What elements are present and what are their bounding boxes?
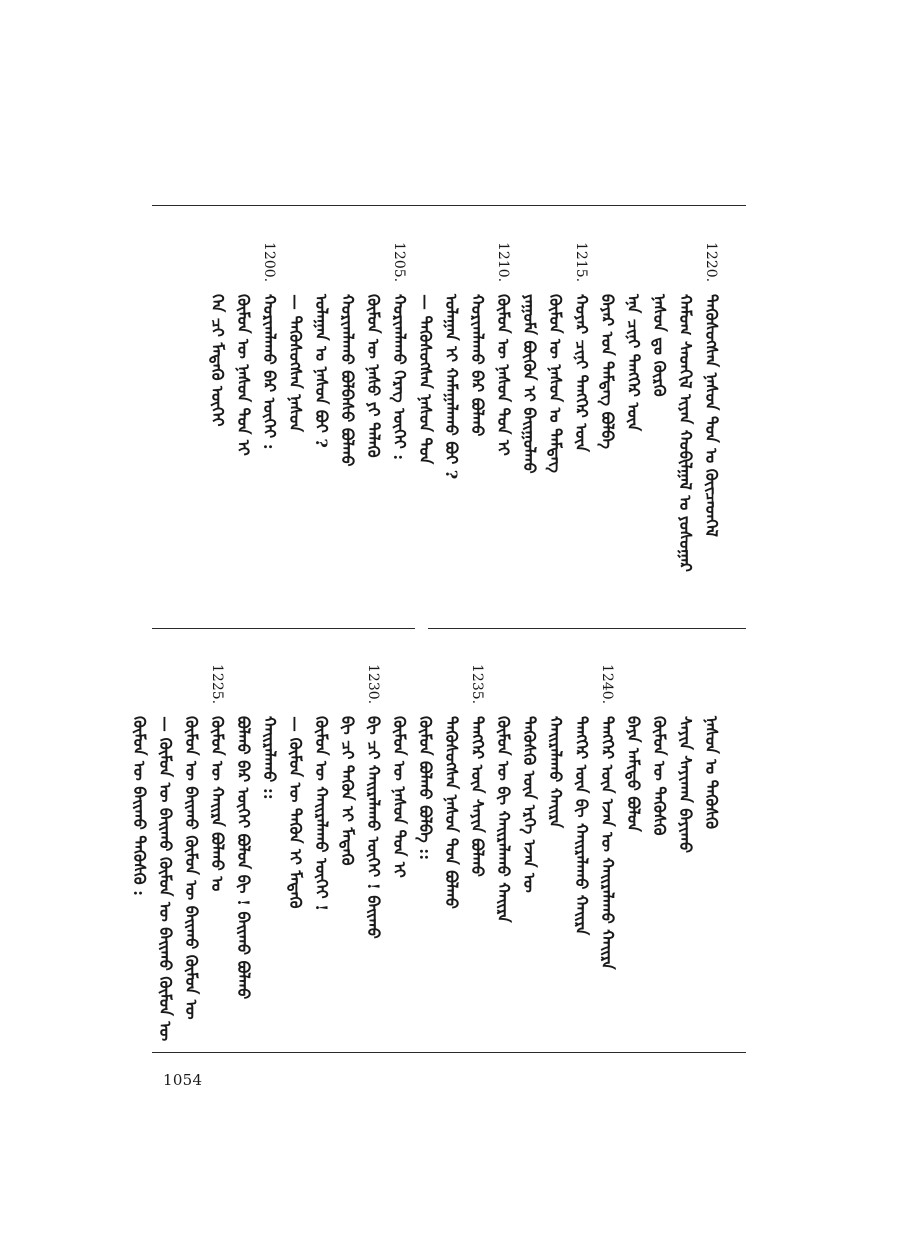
verse-line: — ᠲᠡᠭᠦᠰᠦᠭᠰᠡᠨ ᠨᠠᠰᠤᠨ ᠳᠤᠨ (416, 294, 435, 465)
text-column (463, 242, 491, 587)
text-column (671, 664, 699, 1009)
top-rule (152, 205, 746, 206)
verse-line: ᠪᠢ ᠴᠢ ᠬᠠᠢᠷᠠᠯᠠᠬᠤ ᠦᠭᠡᠢ ! ᠪᠠᠢᠬᠤ (364, 716, 383, 939)
verse-line: ᠬᠣᠷᠢᠭᠯᠠᠬᠤ ᠪᠠᠷ ᠪᠣᠯᠬᠤ (468, 294, 487, 437)
text-column (281, 242, 309, 587)
verse-line: ᠬᠦᠮᠦᠨ ᠪᠣᠯᠬᠤ ᠪᠣᠯᠪᠠ :: (416, 716, 435, 861)
text-column (229, 242, 257, 587)
text-column (515, 664, 543, 1009)
text-column (255, 664, 283, 1009)
text-column (437, 242, 465, 587)
verse-line: ᠬᠠᠮᠤᠭ ᠰᠡᠳᠬᠢᠯ ᠢᠶᠡᠨ ᠬᠤᠪᠢᠯᠭᠠᠯ ᠤ ᠶᠣᠰᠣᠭᠠᠷ (676, 294, 695, 572)
text-column (567, 242, 595, 587)
bottom-text-panel (130, 664, 730, 1042)
verse-line: ᠬᠣᠷᠢᠭᠯᠠᠬᠤ ᠬᠡᠷᠡᠭ ᠦᠭᠡᠢ : (390, 294, 409, 461)
text-column (255, 242, 283, 587)
text-column (463, 664, 491, 1009)
middle-rule-left (152, 628, 415, 629)
line-number: 1225. (209, 664, 225, 705)
page-number: 1054 (163, 1071, 203, 1089)
middle-rule-right (428, 628, 746, 629)
line-number: 1220. (703, 242, 719, 283)
verse-line: ᠬᠦᠮᠦᠨ ᠦ ᠲᠡᠭᠦᠰᠬᠦ (650, 716, 669, 836)
text-column (437, 664, 465, 1009)
line-number: 1230. (365, 664, 381, 705)
top-text-panel (150, 242, 730, 587)
text-column (567, 664, 595, 1009)
verse-line: ᠲᠡᠩᠭᠡᠷ ᠦᠨ ᠡᠵᠡᠨ ᠦ ᠬᠠᠢᠷᠠᠯᠠᠬᠤ ᠬᠠᠢᠷᠠ (598, 716, 617, 970)
text-column (411, 242, 439, 587)
text-column (645, 664, 673, 1009)
line-number: 1240. (599, 664, 615, 705)
text-column (359, 664, 387, 1009)
verse-line: ᠬᠦᠮᠦᠨ ᠦ ᠪᠠᠢᠬᠤ ᠲᠡᠭᠦᠰᠬᠦ : (130, 716, 149, 897)
text-column (177, 664, 205, 1020)
verse-line: ᠲᠡᠭᠦᠰᠦᠭᠰᠡᠨ ᠨᠠᠰᠤᠨ ᠳᠤᠨ ᠪᠣᠯᠬᠤ (442, 716, 461, 909)
verse-line: ᠲᠡᠭᠦᠰᠬᠦ ᠦᠨ ᠡᠷᠬᠡ ᠡᠵᠡᠨ ᠦ (520, 716, 539, 893)
text-column (541, 664, 569, 1009)
verse-line: ᠤᠯᠠᠭᠠᠨ ᠤ ᠨᠠᠰᠤᠨ ᠪᠣᠢ ? (312, 294, 331, 448)
verse-line: ᠬᠠᠢᠷᠠᠯᠠᠬᠤ :: (260, 716, 279, 800)
line-number: 1200. (261, 242, 277, 283)
verse-line: ᠬᠠᠢᠷᠠᠯᠠᠬᠤ ᠬᠠᠢᠷᠠ (546, 716, 565, 829)
verse-line: ᠨᠠᠰᠤᠨ ᠳᠤ ᠬᠦᠷᠬᠦ (650, 294, 669, 397)
text-column (229, 664, 257, 1009)
text-column (281, 664, 309, 1009)
verse-line: ᠬᠦᠮᠦᠨ ᠦ ᠬᠠᠢᠷᠠ ᠪᠣᠯᠬᠤ ᠣ (208, 716, 227, 892)
verse-line: ᠡᠨᠡ ᠴᠢᠨᠢ ᠲᠡᠩᠭᠡᠷ ᠦᠨ (624, 294, 643, 432)
verse-line: ᠪᠢ ᠴᠢ ᠲᠡᠭᠦᠨ ᠢ ᠮᠡᠳᠡᠬᠦ (338, 716, 357, 866)
line-number: 1215. (573, 242, 589, 283)
verse-line: ᠬᠦᠮᠦᠨ ᠦ ᠨᠠᠰᠤ ᠶᠢ ᠲᠡᠯᠡᠬᠦ (364, 294, 383, 458)
text-column (307, 664, 335, 1009)
verse-line: ᠶᠠᠭᠤᠮᠠ ᠪᠦᠬᠦᠨ ᠢ ᠪᠠᠢᠭᠤᠯᠬᠤ (520, 294, 539, 474)
verse-line: ᠰᠠᠶᠢᠨ ᠰᠠᠶᠢᠬᠠᠨ ᠪᠠᠶᠢᠬᠤ (676, 716, 695, 854)
text-column (697, 664, 725, 1009)
verse-line: ᠪᠡᠶᠡ ᠠᠮᠢᠳᠤ ᠪᠣᠯᠤᠨ (624, 716, 643, 832)
text-column (385, 242, 413, 587)
verse-line: ᠪᠠᠶᠠᠷ ᠤᠨ ᠲᠡᠮᠳᠡᠭ ᠪᠣᠯᠪᠠ (598, 294, 617, 450)
text-column (593, 242, 621, 587)
verse-line: ᠬᠣᠶᠠᠷ ᠴᠢᠨᠢ ᠲᠡᠩᠭᠡᠷ ᠦᠨ (572, 294, 591, 452)
verse-line: ᠬᠦᠮᠦᠨ ᠦ ᠨᠠᠰᠤᠨ ᠳᠤᠨ ᠢ (494, 294, 513, 456)
verse-line: ᠬᠦᠮᠦᠨ ᠦ ᠨᠠᠰᠤᠨ ᠤ ᠲᠡᠮᠳᠡᠭ (546, 294, 565, 473)
verse-line: ᠨᠠᠰᠤᠨ ᠤ ᠲᠡᠭᠦᠰᠬᠦ (702, 716, 721, 829)
verse-line: ᠲᠡᠩᠭᠡᠷ ᠦᠨ ᠪᠢ ᠬᠠᠢᠷᠠᠯᠠᠬᠤ ᠬᠠᠢᠷᠠ (572, 716, 591, 936)
verse-line: ᠬᠦᠮᠦᠨ ᠦ ᠬᠠᠢᠷᠠᠯᠠᠬᠤ ᠦᠭᠡᠢ ! (312, 716, 331, 912)
verse-line: ᠤᠯᠠᠭᠠᠨ ᠢ ᠬᠠᠮᠠᠭᠠᠯᠠᠬᠤ ᠪᠣᠢ ? (442, 294, 461, 480)
text-column (593, 664, 621, 1009)
verse-line: ᠬᠣᠷᠢᠭᠯᠠᠬᠤ ᠪᠣᠯᠪᠠᠰᠤ ᠪᠣᠯᠬᠤ (338, 294, 357, 467)
verse-line: ᠬᠦᠮᠦᠨ ᠦ ᠪᠠᠢᠬᠤ ᠬᠦᠮᠦᠨ ᠦ ᠪᠠᠢᠬᠤ ᠬᠦᠮᠦᠨ ᠦ (182, 716, 201, 1020)
verse-line: ᠬᠡᠨ ᠴᠢ ᠮᠡᠳᠡᠬᠦ ᠦᠭᠡᠢ (208, 294, 227, 427)
text-column (489, 242, 517, 587)
line-number: 1235. (469, 664, 485, 705)
verse-line: ᠲᠡᠩᠭᠡᠷ ᠦᠨ ᠰᠠᠶᠢᠨ ᠪᠣᠯᠬᠤ (468, 716, 487, 877)
text-column (671, 242, 699, 587)
text-column (307, 242, 335, 587)
verse-line: ᠲᠡᠭᠦᠰᠦᠭᠰᠡᠨ ᠨᠠᠰᠤᠨ ᠳᠤᠨ ᠤ ᠭᠦᠢᠴᠡᠳᠬᠡᠯ (702, 294, 721, 537)
verse-line: ᠬᠦᠮᠦᠨ ᠦ ᠪᠢ ᠬᠠᠢᠷᠠᠯᠠᠬᠤ ᠬᠠᠢᠷᠠ (494, 716, 513, 923)
verse-line: — ᠲᠡᠭᠦᠰᠦᠭᠰᠡᠨ ᠨᠠᠰᠤᠨ (286, 294, 305, 432)
text-column (359, 242, 387, 587)
text-column (333, 664, 361, 1009)
text-column (541, 242, 569, 587)
text-column (203, 664, 231, 1009)
text-column (385, 664, 413, 1009)
text-column (515, 242, 543, 587)
text-column (697, 242, 725, 587)
text-column (619, 664, 647, 1009)
verse-line: ᠪᠣᠯᠬᠤ ᠪᠠᠷ ᠦᠭᠡᠢ ᠪᠣᠯᠤᠨ ᠪᠢ ! ᠪᠠᠢᠬᠤ ᠪᠣᠯᠬᠤ (234, 716, 253, 1000)
verse-line: — ᠬᠦᠮᠦᠨ ᠦ ᠪᠠᠢᠬᠤ ᠬᠦᠮᠦᠨ ᠦ ᠪᠠᠢᠬᠤ ᠬᠦᠮᠦᠨ ᠦ (156, 716, 175, 1042)
text-column (645, 242, 673, 587)
text-column (489, 664, 517, 1009)
text-column (203, 242, 231, 587)
line-number: 1205. (391, 242, 407, 283)
line-number: 1210. (495, 242, 511, 283)
text-column (619, 242, 647, 587)
bottom-rule (152, 1052, 746, 1053)
verse-line: ᠬᠦᠮᠦᠨ ᠦ ᠨᠠᠰᠤᠨ ᠳᠤᠨ ᠢ (234, 294, 253, 456)
verse-line: ᠬᠦᠮᠦᠨ ᠦ ᠨᠠᠰᠤᠨ ᠳᠤᠨ ᠢ (390, 716, 409, 878)
text-column (151, 664, 179, 1042)
text-column (411, 664, 439, 1009)
text-column (333, 242, 361, 587)
text-column (125, 664, 153, 1009)
verse-line: — ᠬᠦᠮᠦᠨ ᠦ ᠲᠡᠭᠦᠨ ᠢ ᠮᠡᠳᠡᠬᠦ (286, 716, 305, 909)
verse-line: ᠬᠣᠷᠢᠭᠯᠠᠬᠤ ᠪᠠᠷ ᠦᠭᠡᠢ : (260, 294, 279, 450)
